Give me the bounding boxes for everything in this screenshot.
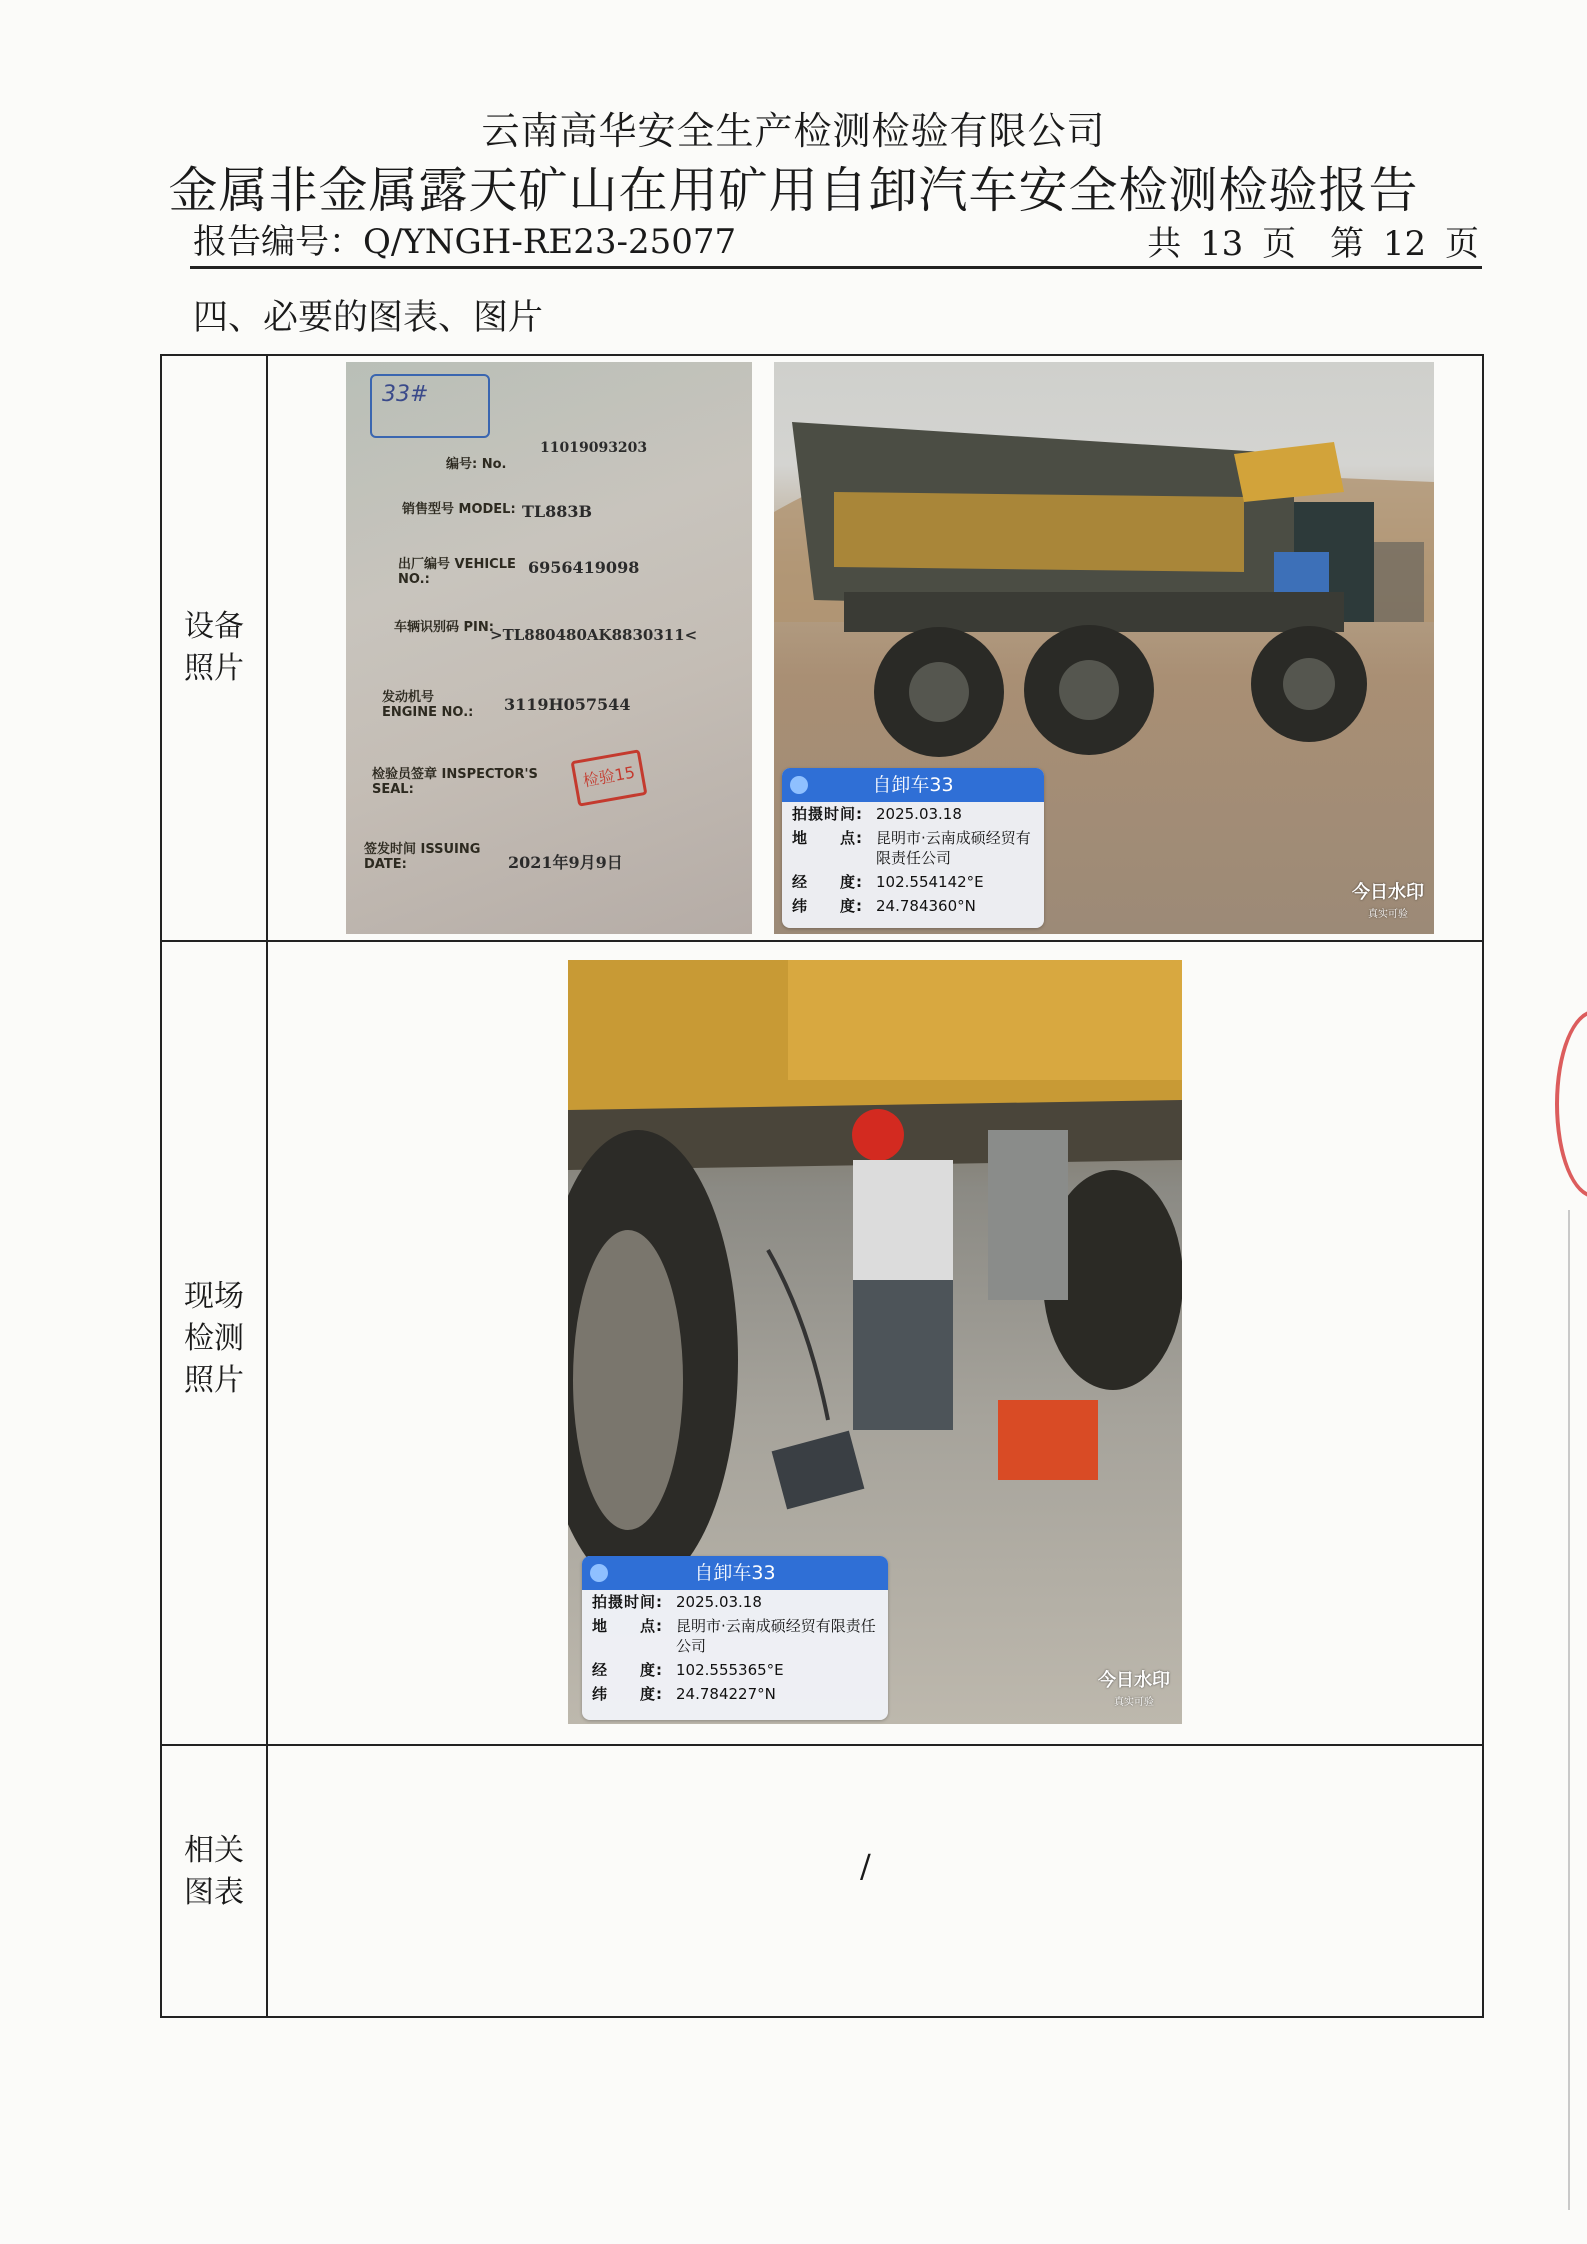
equipment-photo-label-text: 设备照片 bbox=[184, 609, 244, 686]
inspector-seal bbox=[571, 749, 648, 806]
report-title: 金属非金属露天矿山在用矿用自卸汽车安全检测检验报告 bbox=[168, 162, 1419, 219]
section-title: 四、必要的图表、图片 bbox=[193, 298, 544, 338]
page-info: 共 13 页 第 12 页 bbox=[1147, 224, 1479, 264]
fwm-time-value: 2025.03.18 bbox=[676, 1593, 762, 1611]
truck-watermark-title-text: 自卸车33 bbox=[872, 774, 954, 796]
fwm-place-value: 昆明市·云南成硕经贸有限责任公司 bbox=[676, 1617, 876, 1655]
fwm-place-row bbox=[582, 1614, 888, 1658]
vehicle-no-value: 6956419098 bbox=[528, 558, 640, 577]
engine-label bbox=[382, 690, 492, 720]
chart-placeholder: / bbox=[860, 1847, 871, 1885]
field-watermark bbox=[582, 1556, 888, 1720]
vehicle-label bbox=[398, 557, 518, 587]
no-label bbox=[446, 457, 506, 472]
fwm-place-label: 地 点: bbox=[592, 1617, 663, 1635]
wm-lng-label: 经 度: bbox=[792, 873, 863, 891]
pin-label-text: 车辆识别码 PIN: bbox=[394, 620, 494, 635]
wm-lng-value: 102.554142°E bbox=[876, 873, 984, 891]
wm-time-value: 2025.03.18 bbox=[876, 805, 962, 823]
fwm-lat-value: 24.784227°N bbox=[676, 1685, 776, 1703]
engine-no-value: 3119H057544 bbox=[504, 695, 631, 714]
wm-lat-label: 纬 度: bbox=[792, 897, 863, 915]
inspector-label-text: 检验员签章 INSPECTOR'S SEAL: bbox=[372, 767, 538, 797]
truck-watermark bbox=[782, 768, 1044, 928]
field-watermark-title bbox=[582, 1556, 888, 1590]
field-photo-label bbox=[162, 1276, 266, 1402]
fwm-lat-label: 纬 度: bbox=[592, 1685, 663, 1703]
wm-lat-row bbox=[782, 894, 1044, 918]
wm-time-label: 拍摄时间: bbox=[792, 805, 863, 823]
row-divider bbox=[162, 940, 1482, 942]
model-label-text: 销售型号 MODEL: bbox=[402, 502, 516, 517]
engine-label-text: 发动机号 ENGINE NO.: bbox=[382, 690, 474, 720]
model-value: TL883B bbox=[522, 502, 593, 521]
field-watermark-brand bbox=[1098, 1666, 1170, 1708]
location-pin-icon bbox=[590, 1564, 608, 1582]
company-name: 云南高华安全生产检测检验有限公司 bbox=[481, 109, 1106, 153]
binding-line bbox=[1568, 1210, 1570, 2210]
tag-text: 33# bbox=[382, 382, 429, 407]
wm-place-value: 昆明市·云南成硕经贸有限责任公司 bbox=[876, 829, 1031, 867]
fwm-time-label: 拍摄时间: bbox=[592, 1593, 663, 1611]
field-watermark-brand-sub: 真实可验 bbox=[1114, 1697, 1154, 1708]
wm-place-row bbox=[782, 826, 1044, 870]
vehicle-label-text: 出厂编号 VEHICLE NO.: bbox=[398, 557, 516, 587]
row-divider bbox=[162, 1744, 1482, 1746]
edge-seal-stamp bbox=[1555, 1010, 1587, 1198]
wm-time-row bbox=[782, 802, 1044, 826]
equipment-photo-label bbox=[162, 606, 266, 690]
truck-watermark-title bbox=[782, 768, 1044, 802]
nameplate-photo bbox=[346, 362, 752, 934]
chart-label-text: 相关图表 bbox=[184, 1833, 244, 1910]
photo-table bbox=[160, 354, 1484, 2018]
report-number: 报告编号：Q/YNGH-RE23-25077 bbox=[193, 222, 737, 262]
watermark-brand-name: 今日水印 bbox=[1352, 882, 1424, 903]
fwm-lng-row bbox=[582, 1658, 888, 1682]
fwm-lng-value: 102.555365°E bbox=[676, 1661, 784, 1679]
watermark-brand bbox=[1352, 878, 1424, 920]
seal-text: 检验15 bbox=[581, 762, 637, 791]
label-column-divider bbox=[266, 356, 268, 2016]
field-watermark-title-text: 自卸车33 bbox=[694, 1562, 776, 1584]
no-label-text: 编号: No. bbox=[446, 457, 507, 472]
pin-value: >TL880480AK8830311< bbox=[490, 626, 698, 644]
fwm-lat-row bbox=[582, 1682, 888, 1706]
wm-lat-value: 24.784360°N bbox=[876, 897, 976, 915]
issue-date-value: 2021年9月9日 bbox=[508, 853, 623, 872]
field-watermark-brand-name: 今日水印 bbox=[1098, 1670, 1170, 1691]
watermark-brand-sub: 真实可验 bbox=[1368, 909, 1408, 920]
chart-label bbox=[162, 1830, 266, 1914]
field-photo-label-text: 现场检测照片 bbox=[184, 1279, 244, 1398]
inspector-label bbox=[372, 767, 572, 797]
issue-date-label bbox=[364, 842, 494, 872]
field-inspection-photo bbox=[568, 960, 1182, 1724]
issue-date-label-text: 签发时间 ISSUING DATE: bbox=[364, 842, 481, 872]
location-pin-icon bbox=[790, 776, 808, 794]
fwm-time-row bbox=[582, 1590, 888, 1614]
wm-place-label: 地 点: bbox=[792, 829, 863, 847]
truck-photo bbox=[774, 362, 1434, 934]
no-value: 11019093203 bbox=[540, 440, 648, 456]
model-label bbox=[402, 502, 522, 517]
fwm-lng-label: 经 度: bbox=[592, 1661, 663, 1679]
wm-lng-row bbox=[782, 870, 1044, 894]
tag-label bbox=[370, 374, 490, 438]
header-rule bbox=[190, 266, 1482, 269]
